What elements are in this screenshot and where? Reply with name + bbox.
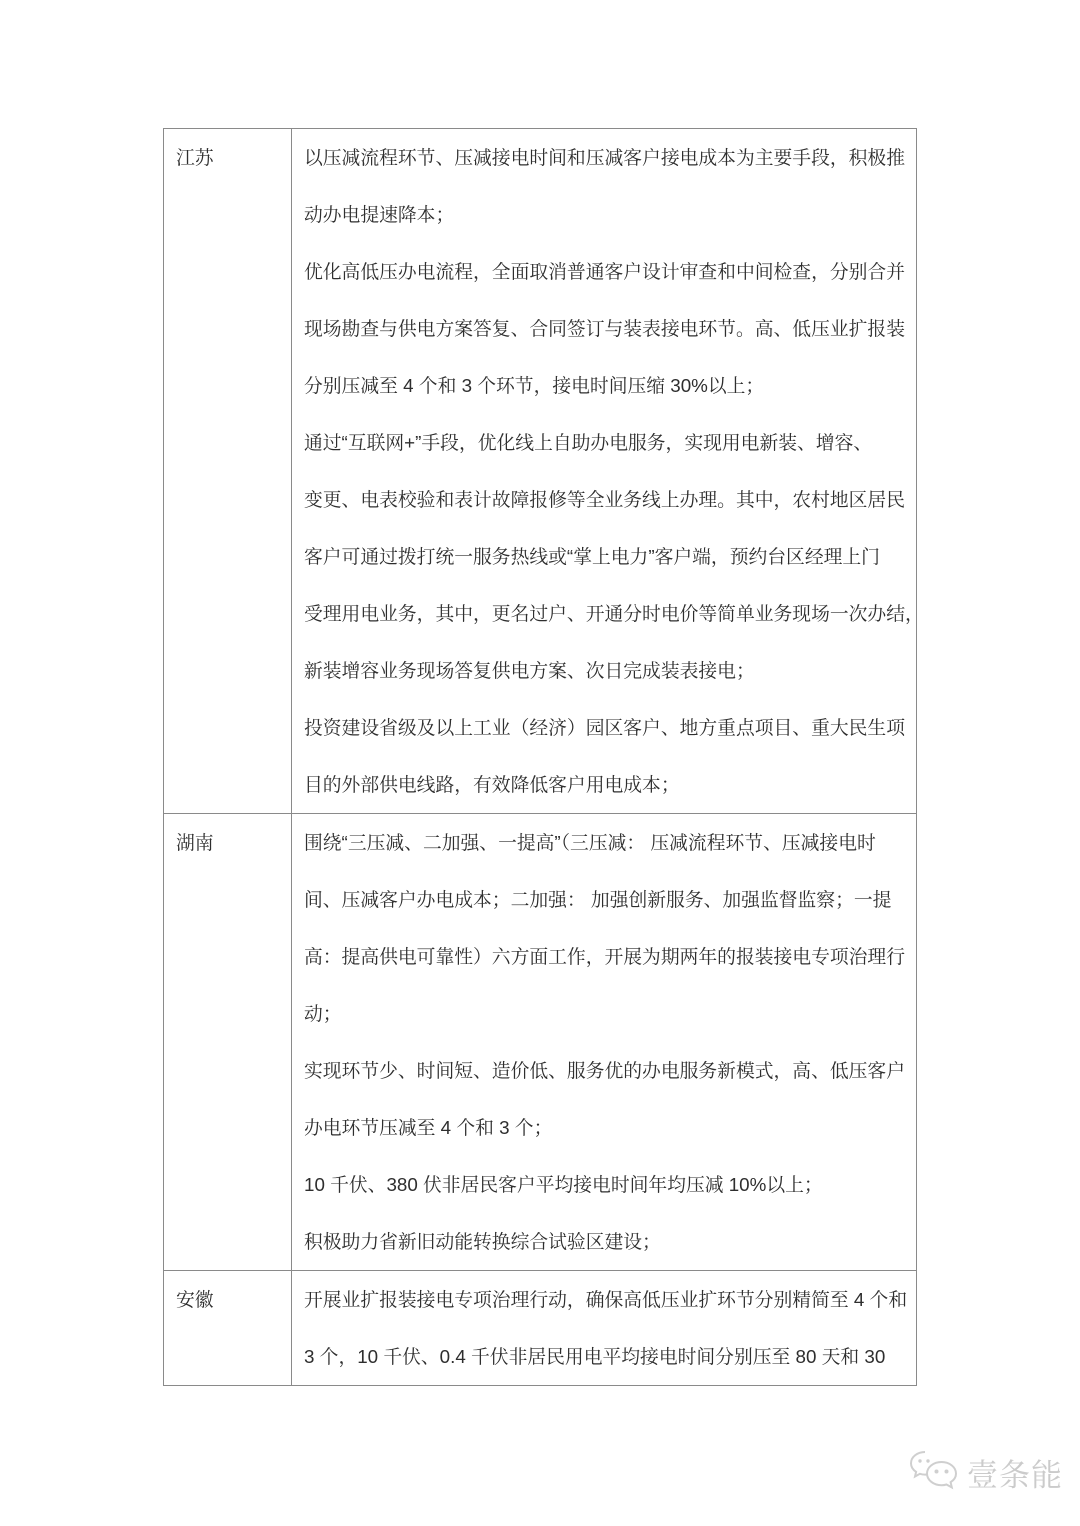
measure-line: 分别压减至 4 个和 3 个环节，接电时间压缩 30%以上； <box>304 375 765 396</box>
measure-line: 高：提高供电可靠性）六方面工作，开展为期两年的报装接电专项治理行 <box>304 946 905 967</box>
measure-line: 受理用电业务，其中，更名过户、开通分时电价等简单业务现场一次办结， <box>304 603 924 624</box>
measure-line: 新装增容业务现场答复供电方案、次日完成装表接电； <box>304 660 755 681</box>
measure-line: 间、压减客户办电成本；二加强： 加强创新服务、加强监督监察；一提 <box>304 889 892 910</box>
measure-line: 以压减流程环节、压减接电时间和压减客户接电成本为主要手段，积极推 <box>304 147 905 168</box>
measure-line: 投资建设省级及以上工业（经济）园区客户、地方重点项目、重大民生项 <box>304 717 905 738</box>
measure-line: 客户可通过拨打统一服务热线或“掌上电力”客户端，预约台区经理上门 <box>304 546 880 567</box>
measure-line: 动； <box>304 1003 342 1024</box>
measure-line: 办电环节压减至 4 个和 3 个； <box>304 1117 553 1138</box>
measure-line: 现场勘查与供电方案答复、合同签订与装表接电环节。高、低压业扩报装 <box>304 318 905 339</box>
measures-cell <box>292 1271 917 1386</box>
measure-line: 实现环节少、时间短、造价低、服务优的办电服务新模式，高、低压客户 <box>304 1060 905 1081</box>
measure-line: 动办电提速降本； <box>304 204 455 225</box>
measure-line: 通过“互联网+”手段，优化线上自助办电服务，实现用电新装、增容、 <box>304 432 873 453</box>
province-cell <box>164 1271 292 1386</box>
measure-line: 3 个，10 千伏、0.4 千伏非居民用电平均接电时间分别压至 80 天和 30 <box>304 1346 886 1367</box>
table-row <box>164 814 917 1271</box>
brand-watermark <box>908 1446 1063 1498</box>
measure-line: 优化高低压办电流程，全面取消普通客户设计审查和中间检查，分别合并 <box>304 261 905 282</box>
brand-name: 壹条能 <box>967 1457 1063 1493</box>
measure-line: 目的外部供电线路，有效降低客户用电成本； <box>304 774 680 795</box>
measure-line: 变更、电表校验和表计故障报修等全业务线上办理。其中，农村地区居民 <box>304 489 905 510</box>
measure-line: 积极助力省新旧动能转换综合试验区建设； <box>304 1231 661 1252</box>
province-label: 江苏 <box>176 147 214 168</box>
province-label: 湖南 <box>176 832 214 853</box>
province-cell <box>164 129 292 814</box>
measures-cell <box>292 129 924 814</box>
measure-line: 开展业扩报装接电专项治理行动，确保高低压业扩环节分别精简至 4 个和 <box>304 1289 908 1310</box>
measures-cell <box>292 814 917 1271</box>
province-label: 安徽 <box>176 1289 214 1310</box>
table-row <box>164 129 917 814</box>
province-cell <box>164 814 292 1271</box>
table-row <box>164 1271 917 1386</box>
measure-line: 围绕“三压减、二加强、一提高”（三压减： 压减流程环节、压减接电时 <box>304 832 876 853</box>
measure-line: 10 千伏、380 伏非居民客户平均接电时间年均压减 10%以上； <box>304 1174 823 1195</box>
province-measures-table <box>163 128 924 1386</box>
wechat-icon <box>908 1449 960 1495</box>
